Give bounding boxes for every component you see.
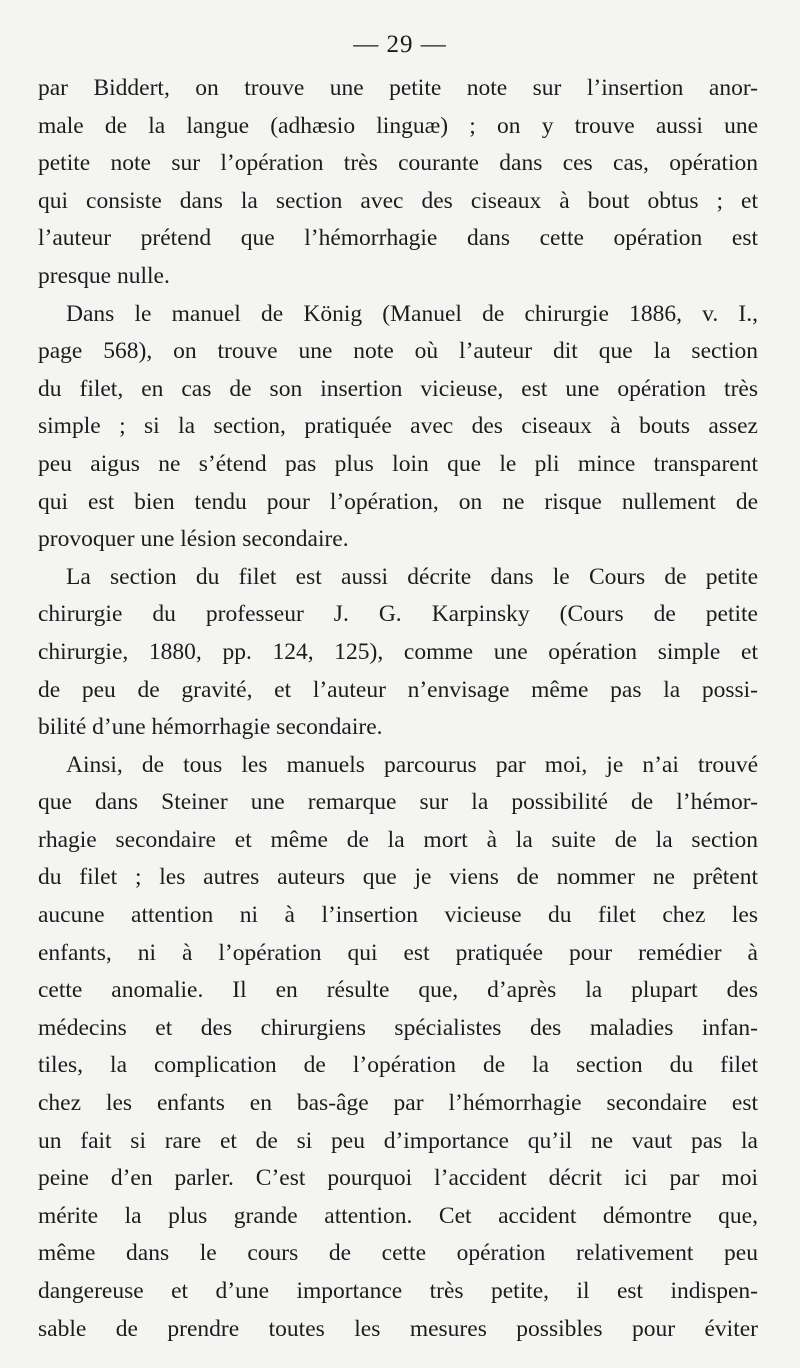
text-line: même dans le cours de cette opération relativement peu — [38, 1240, 758, 1267]
text-line: simple ; si la section, pratiquée avec des ciseaux à bouts assez — [38, 413, 758, 440]
text-line: tiles, la complication de l’opération de la section du filet — [38, 1052, 758, 1079]
text-line: sable de prendre toutes les mesures possibles pour éviter — [38, 1315, 758, 1342]
text-line: Ainsi, de tous les manuels parcourus par moi, je n’ai trouvé — [66, 751, 758, 778]
text-line: provoquer une lésion secondaire. — [38, 526, 349, 553]
text-line: Dans le manuel de König (Manuel de chirurgie 1886, v. I., — [66, 300, 758, 327]
text-line: cette anomalie. Il en résulte que, d’après la plupart des — [38, 977, 758, 1004]
paragraph — [38, 747, 758, 1349]
text-line: La section du filet est aussi décrite dans le Cours de petite — [66, 563, 758, 590]
body-text — [38, 70, 758, 1348]
text-line: un fait si rare et de si peu d’importance qu’il ne vaut pas la — [38, 1127, 758, 1154]
text-line: du filet, en cas de son insertion vicieuse, est une opération très — [38, 375, 758, 402]
text-line: chirurgie, 1880, pp. 124, 125), comme une opération simple et — [38, 638, 758, 665]
text-line: chirurgie du professeur J. G. Karpinsky (Cours de petite — [38, 601, 758, 628]
text-line: enfants, ni à l’opération qui est pratiquée pour remédier à — [38, 939, 758, 966]
text-line: du filet ; les autres auteurs que je viens de nommer ne prêtent — [38, 864, 758, 891]
text-line: peu aigus ne s’étend pas plus loin que le pli mince transparent — [38, 450, 758, 477]
text-line: dangereuse et d’une importance très petite, il est indispen- — [38, 1278, 758, 1304]
text-line: peine d’en parler. C’est pourquoi l’accident décrit ici par moi — [38, 1165, 758, 1192]
text-line: presque nulle. — [38, 262, 170, 289]
text-line: médecins et des chirurgiens spécialistes des maladies infan- — [38, 1014, 758, 1041]
text-line: rhagie secondaire et même de la mort à la suite de la section — [38, 826, 758, 853]
text-line: aucune attention ni à l’insertion vicieuse du filet chez les — [38, 902, 758, 929]
text-line: l’auteur prétend que l’hémorrhagie dans cette opération est — [38, 225, 758, 252]
text-line: de peu de gravité, et l’auteur n’envisage même pas la possi- — [38, 676, 758, 703]
text-line: qui consiste dans la section avec des ciseaux à bout obtus ; et — [38, 187, 758, 214]
text-line: que dans Steiner une remarque sur la possibilité de l’hémor- — [38, 789, 758, 816]
text-line: mérite la plus grande attention. Cet accident démontre que, — [38, 1202, 758, 1229]
text-line: male de la langue (adhæsio linguæ) ; on y trouve aussi une — [38, 112, 758, 139]
page-number: — 29 — — [353, 31, 447, 58]
paragraph — [38, 559, 758, 747]
paragraph — [38, 296, 758, 559]
text-line: qui est bien tendu pour l’opération, on ne risque nullement de — [38, 488, 758, 515]
text-line: bilité d’une hémorrhagie secondaire. — [38, 714, 383, 741]
text-line: par Biddert, on trouve une petite note sur l’insertion anor- — [38, 75, 758, 101]
paragraph — [38, 70, 758, 296]
text-line: petite note sur l’opération très courante dans ces cas, opération — [38, 150, 758, 177]
text-line: chez les enfants en bas-âge par l’hémorrhagie secondaire est — [38, 1090, 758, 1117]
text-line: page 568), on trouve une note où l’auteur dit que la section — [38, 338, 758, 365]
